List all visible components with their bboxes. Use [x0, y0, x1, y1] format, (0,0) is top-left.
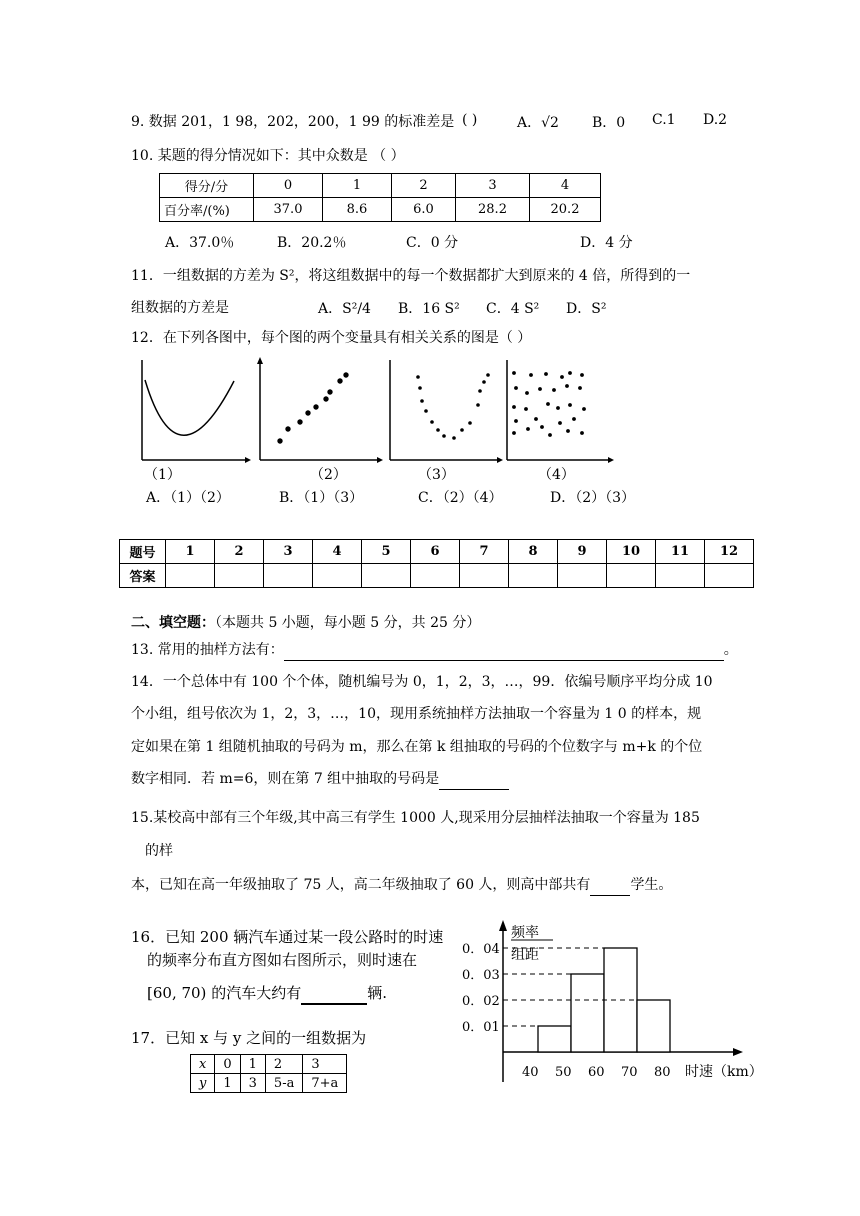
question-14-line1: 14．一个总体中有 100 个个体，随机编号为 0，1，2，3，…，99．依编号顺序平均分成 10	[131, 674, 713, 690]
figure-3	[390, 360, 503, 463]
table-cell: 3	[264, 540, 313, 564]
table-cell: 0	[254, 174, 323, 198]
question-11-line2: 组数据的方差是	[131, 300, 229, 316]
question-13	[131, 640, 738, 661]
question-17: 17．已知 x 与 y 之间的一组数据为	[131, 1029, 367, 1047]
answer-cell[interactable]	[215, 564, 264, 588]
table-cell: 答案	[120, 564, 166, 588]
question-16-line3	[147, 983, 387, 1005]
answer-cell[interactable]	[607, 564, 656, 588]
table-cell: 8.6	[323, 198, 392, 222]
table-cell: 2	[392, 174, 456, 198]
table-cell: 3	[240, 1074, 265, 1093]
figure-1	[142, 360, 251, 463]
table-cell: 题号	[120, 540, 166, 564]
q16-interval: [60, 70)	[147, 984, 207, 1002]
answer-cell[interactable]	[313, 564, 362, 588]
table-cell: 6.0	[392, 198, 456, 222]
table-cell: 7+a	[303, 1074, 347, 1093]
histogram-chart	[455, 915, 765, 1090]
table-cell: 1	[323, 174, 392, 198]
question-14-line3: 定如果在第 1 组随机抽取的号码为 m，那么在第 k 组抽取的号码的个位数字与 m+k 的个位	[131, 739, 703, 755]
figure-4	[507, 360, 614, 463]
answer-table	[119, 539, 754, 588]
q15-line3-text: 本，已知在高一年级抽取了 75 人，高二年级抽取了 60 人，则高中部共有	[131, 877, 591, 893]
table-cell: 9	[558, 540, 607, 564]
question-16-line2: 的频率分布直方图如右图所示，则时速在	[147, 951, 418, 969]
table-cell: 8	[509, 540, 558, 564]
table-cell: 1	[166, 540, 215, 564]
y-axis-arrow	[499, 920, 507, 931]
q10-score-table	[159, 173, 601, 222]
q11-option-b: B．16 S²	[398, 301, 460, 317]
q10-option-b: B．20.2％	[277, 235, 347, 251]
table-row	[191, 1055, 347, 1074]
x-tick-label: 80	[654, 1065, 671, 1080]
table-row	[160, 198, 601, 222]
x-tick-label: 40	[522, 1065, 539, 1080]
q11-option-d: D．S²	[566, 301, 607, 317]
question-15-line2: 的样	[145, 843, 173, 859]
answer-cell[interactable]	[509, 564, 558, 588]
table-cell: 6	[411, 540, 460, 564]
table-cell: 3	[456, 174, 530, 198]
figure-2	[257, 357, 383, 463]
question-16-line1: 16．已知 200 辆汽车通过某一段公路时的时速	[131, 928, 444, 946]
table-cell: 0	[215, 1055, 240, 1074]
section-2-heading	[131, 613, 480, 633]
table-cell: 20.2	[530, 198, 601, 222]
answer-cell[interactable]	[705, 564, 754, 588]
x-tick-label: 70	[621, 1065, 638, 1080]
q10-option-c: C．0 分	[406, 235, 459, 251]
q15-line3-end: 学生。	[630, 877, 673, 893]
q13-blank[interactable]	[284, 640, 724, 661]
y-tick-label: 0．04	[462, 942, 500, 957]
section-2-note: （本题共 5 小题，每小题 5 分，共 25 分）	[215, 615, 481, 631]
q14-blank[interactable]	[439, 769, 509, 790]
answer-cell[interactable]	[166, 564, 215, 588]
q9-option-c: C.1	[652, 112, 676, 128]
y-tick-label: 0．02	[462, 994, 500, 1009]
fig-label-4: （4）	[538, 467, 575, 483]
q16-line3-text: 的汽车大约有	[206, 984, 302, 1002]
y-label-bottom: 组距	[511, 947, 539, 963]
q13-text: 13. 常用的抽样方法有：	[131, 642, 284, 658]
table-cell: 11	[656, 540, 705, 564]
table-cell: 1	[215, 1074, 240, 1093]
q13-end: 。	[723, 642, 738, 658]
q11-option-a: A．S²/4	[318, 301, 371, 317]
table-cell: 2	[265, 1055, 302, 1074]
q12-figures	[130, 355, 620, 465]
answer-cell[interactable]	[411, 564, 460, 588]
q9-option-d: D.2	[703, 112, 728, 128]
table-cell: 5	[362, 540, 411, 564]
answer-cell[interactable]	[362, 564, 411, 588]
table-cell: 4	[530, 174, 601, 198]
y-tick-label: 0．03	[462, 968, 500, 983]
table-cell: 10	[607, 540, 656, 564]
q12-option-b: B．（1）（3）	[279, 490, 364, 506]
histogram-bar	[571, 974, 604, 1052]
question-15-line1: 15.某校高中部有三个年级,其中高三有学生 1000 人,现采用分层抽样法抽取一个容量为 185	[131, 810, 700, 826]
x-label: 时速（km）	[685, 1064, 763, 1080]
table-cell: 12	[705, 540, 754, 564]
q12-option-a: A．（1）（2）	[146, 490, 230, 506]
table-cell: 5-a	[265, 1074, 302, 1093]
question-14-line4	[131, 769, 509, 790]
x-axis-arrow	[733, 1048, 743, 1056]
question-14-line2: 个小组，组号依次为 1，2，3，…，10，现用系统抽样方法抽取一个容量为 1 0 的样本，规	[131, 706, 702, 722]
table-cell: 7	[460, 540, 509, 564]
q9-option-a: A．√2	[517, 115, 559, 131]
fig-label-3: （3）	[418, 467, 455, 483]
question-10: 10. 某题的得分情况如下：其中众数是 （ ）	[131, 148, 405, 164]
q17-data-table	[190, 1054, 347, 1093]
q16-blank[interactable]	[301, 983, 367, 1005]
fig-label-2: （2）	[310, 467, 347, 483]
q9-paren: ( )	[462, 112, 478, 128]
answer-cell[interactable]	[264, 564, 313, 588]
table-cell: 得分/分	[160, 174, 254, 198]
q9-text: 9. 数据 201，1 98，202，200，1 99 的标准差是	[131, 114, 455, 130]
answer-cell[interactable]	[460, 564, 509, 588]
section-2-title: 二、填空题：	[131, 615, 215, 631]
table-cell: 2	[215, 540, 264, 564]
table-cell: 37.0	[254, 198, 323, 222]
q10-option-d: D．4 分	[580, 235, 633, 251]
question-15-line3	[131, 875, 672, 896]
q9-option-b: B．0	[592, 115, 626, 131]
table-cell: 1	[240, 1055, 265, 1074]
q14-line4-text: 数字相同．若 m=6，则在第 7 组中抽取的号码是	[131, 771, 440, 787]
table-cell: y	[191, 1074, 215, 1093]
table-cell: 28.2	[456, 198, 530, 222]
q16-line3-end: 辆.	[367, 984, 387, 1002]
q10-option-a: A．37.0％	[165, 235, 235, 251]
question-12: 12．在下列各图中，每个图的两个变量具有相关关系的图是（ ）	[131, 330, 532, 346]
q12-option-c: C．（2）（4）	[418, 490, 503, 506]
table-cell: 3	[303, 1055, 347, 1074]
x-tick-label: 60	[588, 1065, 605, 1080]
histogram-bar	[637, 1000, 670, 1052]
x-tick-label: 50	[555, 1065, 572, 1080]
table-row	[120, 564, 754, 588]
table-cell: 百分率/(%)	[160, 198, 254, 222]
question-9	[131, 112, 454, 132]
table-row	[191, 1074, 347, 1093]
y-tick-label: 0．01	[462, 1020, 500, 1035]
y-label-top: 频率	[511, 925, 539, 941]
histogram-bar	[538, 1026, 571, 1052]
q12-option-d: D．（2）（3）	[550, 490, 636, 506]
table-cell: 4	[313, 540, 362, 564]
answer-cell[interactable]	[558, 564, 607, 588]
fig-label-1: （1）	[144, 467, 181, 483]
question-11-line1: 11．一组数据的方差为 S²，将这组数据中的每一个数据都扩大到原来的 4 倍，所得到的一	[131, 268, 691, 284]
answer-cell[interactable]	[656, 564, 705, 588]
table-cell: x	[191, 1055, 215, 1074]
q11-option-c: C．4 S²	[486, 301, 540, 317]
table-row	[160, 174, 601, 198]
q15-blank[interactable]	[590, 875, 630, 896]
table-row	[120, 540, 754, 564]
